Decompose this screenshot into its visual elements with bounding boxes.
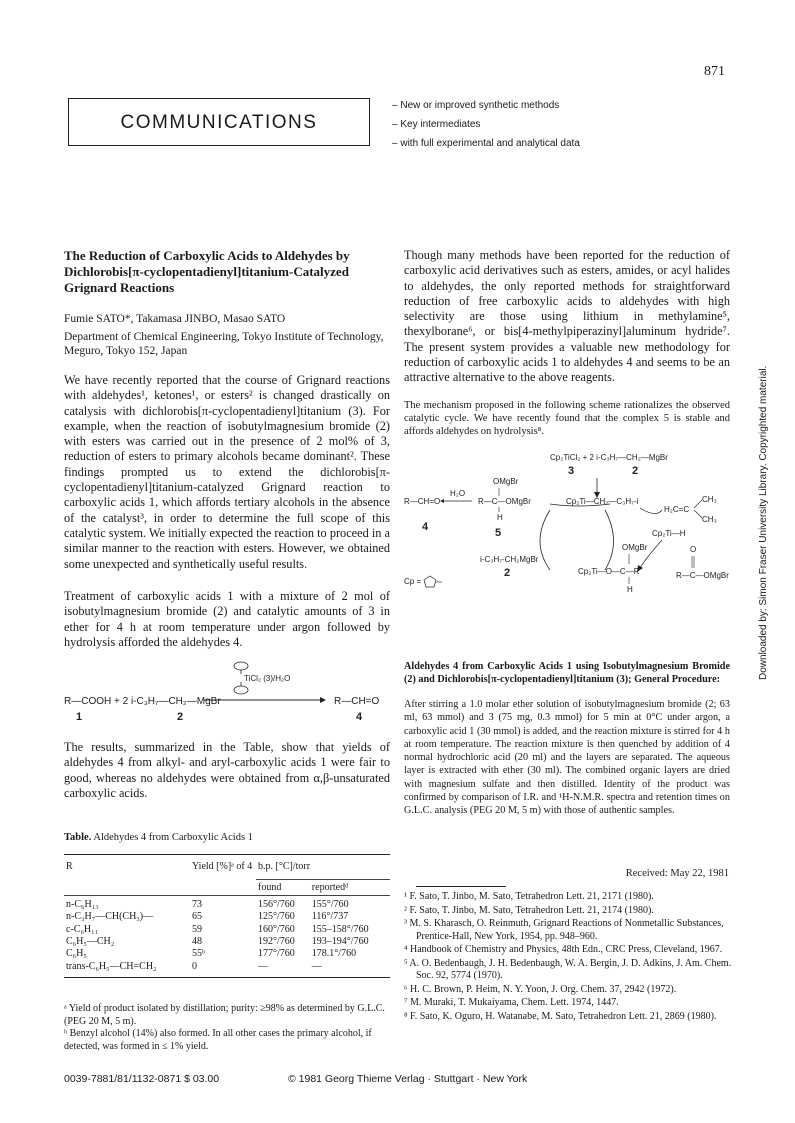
header-found: found [256,880,310,895]
scheme-label-5: 5 [495,527,502,539]
scheme-label-4: 4 [422,521,429,533]
table-row: C₆H₅—CH₂ 48 192°/760 193–194°/760 [66,936,369,948]
mechanism-note: The mechanism proposed in the following scheme rationalizes the observed catalytic cycle. We have recently found that the complex 5 is stable and affords aldehydes on hydrolysis⁸. [404,400,730,437]
table-row: n-C₆H₁₃ 73 156°/760 155°/760 [66,898,349,910]
reaction-equation [64,660,390,732]
paragraph-1: We have recently reported that the course of Grignard reactions with aldehydes¹, ketones¹, or esters² is changed drastically on catalysis with dichlorobis[π-cyclopentadienyl]titanium (3). For example, when the reaction of isobutylmagnesium bromide (2) with esters was carried out in the presence of 2 mol% of 3, reduction of esters to primary alcohols became dominant². These findings prompted us to extend the dichlorobis[π-cyclopentadienyl]titanium-catalyzed Grignard reaction to carboxylic acids 1, which affords tertiary alcohols in the absence of the catalyst³, in order to determine the full scope of this catalytic system. We initially expected the reaction to proceed in a similar manner to the reaction with esters. However, we obtained some unexpected and synthetically useful results. [64,373,390,571]
article-title: The Reduction of Carboxylic Acids to Aldehydes by Dichlorobis[π-cyclopentadienyl]titanium-Catalyzed Grignard Reactions [64,248,350,295]
header-reported: reportedᵈ [310,880,390,895]
reactant-2: + 2 i-C₃H₇—CH₂—MgBr [114,696,221,707]
product: R—CH=O [334,696,380,707]
scheme-ch3-a: CH₃ [702,495,717,504]
scheme-omgbr-2: OMgBr [622,543,648,552]
table-row: c-C₆H₁₁ 59 160°/760 155–158°/760 [66,923,369,935]
table-row: trans-C₆H₅—CH=CH₂ 0 — — [64,961,390,978]
reference-item: ⁴ Handbook of Chemistry and Physics, 48th Edn., CRC Press, Cleveland, 1967. [404,944,723,956]
scheme-ti-alkoxide: Cp₂Ti—O—C—R [578,567,640,576]
catalyst-label: TiCl₂ (3)/H₂O [244,674,291,683]
section-bullet: – with full experimental and analytical data [392,134,580,153]
label-1: 1 [76,711,83,723]
reactant-1: R—COOH [64,696,112,707]
references-rule [416,886,506,887]
reference-item: ³ M. S. Kharasch, O. Reinmuth, Grignard Reactions of Nonmetallic Substances, Prentice-Hall, New York, 1954, pp. 948–960. [404,918,724,942]
references [404,886,734,1025]
table-caption [64,832,253,843]
header-bp: b.p. [°C]/torr [258,861,311,872]
reference-item: ² F. Sato, T. Jinbo, M. Sato, Tetrahedron Lett. 21, 2174 (1980). [404,904,654,916]
footer-copyright: © 1981 Georg Thieme Verlag · Stuttgart · New York [288,1073,528,1085]
section-label: COMMUNICATIONS [120,112,318,133]
scheme-aldehyde: R—CH=O [404,497,441,506]
scheme-h-ti: H [627,585,633,594]
scheme-ti-h: Cp₂Ti—H [652,529,686,538]
section-bullet: – New or improved synthetic methods [392,96,580,115]
scheme-h2o: H₂O [450,489,466,498]
table-caption-label: Table. [64,832,92,843]
table-row: n-C₃H₇—CH(CH₃)— 65 125°/760 116°/737 [66,911,349,923]
reference-item: ¹ F. Sato, T. Jinbo, M. Sato, Tetrahedron Lett. 21, 2171 (1980). [404,891,654,902]
scheme-top: Cp₂TiCl₂ + 2 i-C₃H₇—CH₂—MgBr [550,453,668,462]
scheme-cp-legend: Cp = [404,577,422,586]
received-date: Received: May 22, 1981 [625,868,729,879]
scheme-label-2: 2 [632,465,639,477]
article-authors: Fumie SATO*, Takamasa JINBO, Masao SATO [64,313,286,325]
paragraph-2: Treatment of carboxylic acids 1 with a mixture of 2 mol of isobutylmagnesium bromide (2) and catalytic amounts of 3 in ether for 4 h at room temperature under argon followed by hydrolysis afforded the aldehydes 4. [64,589,390,649]
paragraph-right: Though many methods have been reported for the reduction of carboxylic acid derivatives such as esters, amides, or acyl halides to aldehydes, the only reported methods for straightforward reduction of free carboxylic acids to aldehydes with high selectivity are those using lithium in methylamine⁵, thexylborane⁶, or bis[4-methylpiperazinyl]aluminum hydride⁷. The present system provides a valuable new methodology for reduction of carboxylic acids 1 to aldehydes 4 and seems to be an attractive alternative to the above reagents. [404,248,730,385]
scheme-ch3-b: CH₃ [702,515,717,524]
scheme-omgbr-5: OMgBr [493,477,519,486]
scheme-h-5: H [497,513,503,522]
procedure-body: After stirring a 1.0 molar ether solution of isobutylmagnesium bromide (2; 63 ml, 63 mmol) and 3 (75 mg, 0.3 mmol) for 5 min at 0°C under argon, a carboxylic acid 1 (30 mmol) is added, and the reaction mixture is stirred for 4 h at room temperature. The reaction mixture is then quenched by addition of 4 normal hydrochloric acid (20 ml) and the layers are separated. The aqueous layer is extracted with ether (30 ml). The combined organic layers are dried with magnesium sulfate and then distilled. Identity of the product was confirmed by comparison of I.R. and ¹H-N.M.R. spectra and retention times on G.L.C. analysis (PEG 20 M, 5 m) with those of authentic samples. [404,699,730,817]
scheme-carboxylate: R—C—OMgBr [676,571,729,580]
table-caption-text: Aldehydes 4 from Carboxylic Acids 1 [93,832,253,843]
paragraph-3: The results, summarized in the Table, show that yields of aldehydes 4 from alkyl- and aryl-carboxylic acids 1 were fair to good, whereas no aldehydes were obtained from α,β-unsaturated carboxylic acids. [64,740,390,800]
page-number: 871 [704,64,725,79]
scheme-o: O [690,545,697,554]
table-footnotes [64,1003,390,1053]
reference-item: ⁸ F. Sato, K. Oguro, H. Watanabe, M. Sato, Tetrahedron Lett. 21, 2869 (1980). [404,1010,717,1022]
scheme-isobutene: H₂C=C [664,505,690,514]
mechanism-scheme [400,452,740,614]
cyclopentadienyl-icon [424,576,436,587]
procedure-title: Aldehydes 4 from Carboxylic Acids 1 using Isobutylmagnesium Bromide (2) and Dichlorobis[π-cyclopentadienyl]titanium (3); General Procedure: [404,661,730,685]
reference-item: ⁷ M. Muraki, T. Mukaiyama, Chem. Lett. 1974, 1447. [404,997,619,1009]
scheme-label-2b: 2 [504,567,511,579]
footer-issn: 0039-7881/81/1132-0871 $ 03.00 [64,1073,220,1085]
header-r: R [66,861,73,872]
data-table [64,854,390,978]
label-4: 4 [356,711,363,723]
download-watermark: Downloaded by: Simon Fraser University Library. Copyrighted material. [758,365,769,680]
scheme-grignard: i-C₃H₇-CH₂MgBr [480,555,539,564]
section-bullet: – Key intermediates [392,115,580,134]
article-affiliation: Department of Chemical Engineering, Tokyo Institute of Technology, Meguro, Tokyo 152, Japan [64,331,384,357]
header-yield: Yield [%]ᵃ of 4 [192,861,253,872]
reference-item: ⁶ H. C. Brown, P. Heim, N. Y. Yoon, J. Org. Chem. 37, 2942 (1972). [404,983,677,995]
table-footnote-a: ᵃ Yield of product isolated by distillation; purity: ≥98% as determined by G.L.C. (PEG 20 M, 5 m). [64,1003,385,1027]
scheme-complex-5: R—C—OMgBr [478,497,531,506]
scheme-ti-alkyl: Cp₂Ti—CH₂—C₃H₇-i [566,497,639,506]
section-bullets [392,96,580,153]
table-footnote-b: ᵇ Benzyl alcohol (14%) also formed. In all other cases the primary alcohol, if detected, was formed in ≤ 1% yield. [64,1028,372,1052]
table-row: C₆H₅ 55ᵇ 177°/760 178.1°/760 [66,948,357,960]
label-2: 2 [177,711,184,723]
scheme-label-3: 3 [568,465,575,477]
reference-item: ⁵ A. O. Bedenbaugh, J. H. Bedenbaugh, W. A. Bergin, J. D. Adkins, J. Am. Chem. Soc. 92, 5774 (1970). [404,957,732,982]
